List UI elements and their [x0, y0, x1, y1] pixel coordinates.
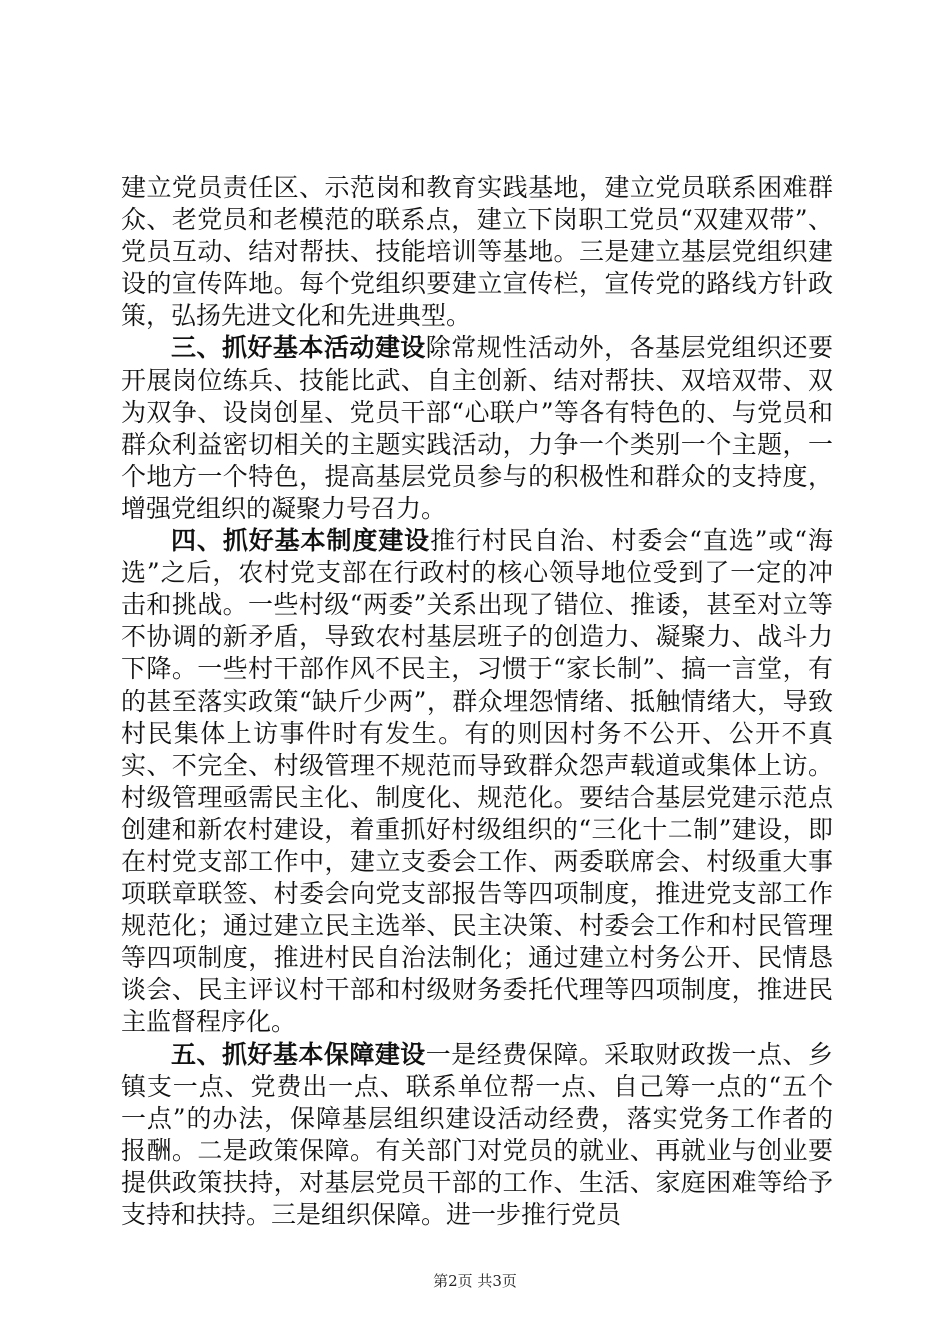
paragraph-1: [121, 172, 833, 332]
paragraph-4: [121, 1039, 833, 1232]
paragraph-1-text: 建立党员责任区、示范岗和教育实践基地，建立党员联系困难群众、老党员和老模范的联系点，建立下岗职工党员“双建双带”、党员互动、结对帮扶、技能培训等基地。三是建立基层党组织建设的宣传阵地。每个党组织要建立宣传栏，宣传党的路线方针政策，弘扬先进文化和先进典型。: [121, 173, 833, 331]
paragraph-3: [121, 525, 833, 1039]
paragraph-4-heading: 五、抓好基本保障建设: [171, 1039, 426, 1069]
paragraph-3-heading: 四、抓好基本制度建设: [171, 526, 431, 556]
document-body: [121, 172, 833, 1231]
paragraph-2-heading: 三、抓好基本活动建设: [171, 333, 426, 363]
paragraph-4-text: 一是经费保障。采取财政拨一点、乡镇支一点、党费出一点、联系单位帮一点、自己筹一点的“五个一点”的办法，保障基层组织建设活动经费，落实党务工作者的报酬。二是政策保障。有关部门对党员的就业、再就业与创业要提供政策扶持，对基层党员干部的工作、生活、家庭困难等给予支持和扶持。三是组织保障。进一步推行党员: [121, 1039, 833, 1229]
page-number: 第2页 共3页: [433, 1272, 517, 1290]
paragraph-3-text: 推行村民自治、村委会“直选”或“海选”之后，农村党支部在行政村的核心领导地位受到了一定的冲击和挑战。一些村级“两委”关系出现了错位、推诿，甚至对立等不协调的新矛盾，导致农村基层班子的创造力、凝聚力、战斗力下降。一些村干部作风不民主，习惯于“家长制”、搞一言堂，有的甚至落实政策“缺斤少两”，群众埋怨情绪、抵触情绪大，导致村民集体上访事件时有发生。有的则因村务不公开、公开不真实、不完全、村级管理不规范而导致群众怨声载道或集体上访。村级管理亟需民主化、制度化、规范化。要结合基层党建示范点创建和新农村建设，着重抓好村级组织的“三化十二制”建设，即在村党支部工作中，建立支委会工作、两委联席会、村级重大事项联章联签、村委会向党支部报告等四项制度，推进党支部工作规范化；通过建立民主选举、民主决策、村委会工作和村民管理等四项制度，推进村民自治法制化；通过建立村务公开、民情恳谈会、民主评议村干部和村级财务委托代理等四项制度，推进民主监督程序化。: [121, 526, 833, 1037]
page-footer: [0, 1271, 950, 1291]
paragraph-2: [121, 332, 833, 525]
paragraph-2-text: 除常规性活动外，各基层党组织还要开展岗位练兵、技能比武、自主创新、结对帮扶、双培双带、双为双争、设岗创星、党员干部“心联户”等各有特色的、与党员和群众利益密切相关的主题实践活动，力争一个类别一个主题，一个地方一个特色，提高基层党员参与的积极性和群众的支持度，增强党组织的凝聚力号召力。: [121, 333, 833, 523]
